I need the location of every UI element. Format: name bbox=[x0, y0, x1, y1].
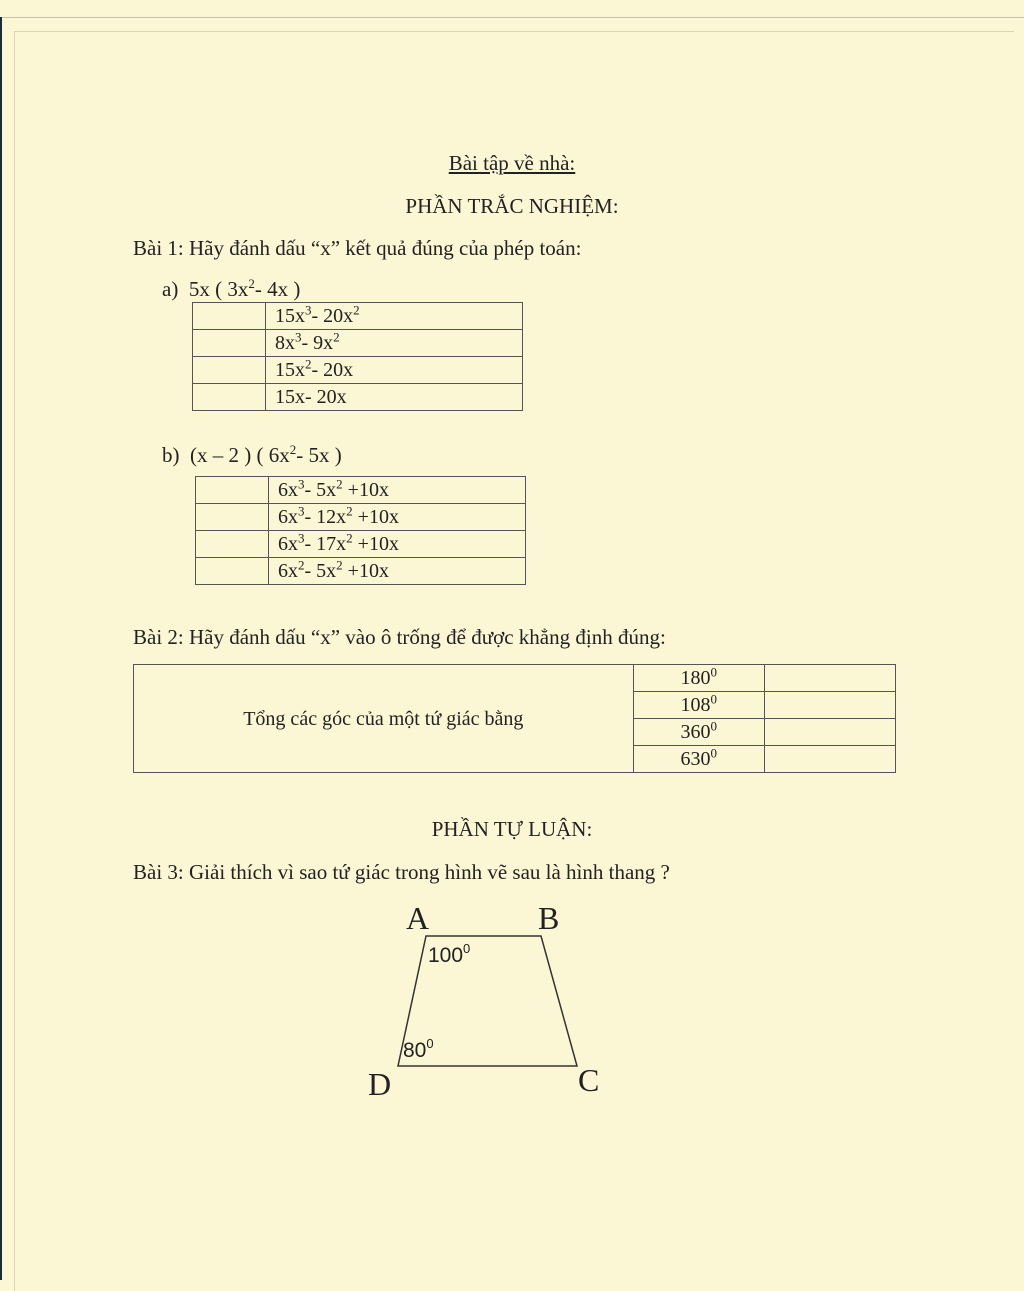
answer-checkbox-cell[interactable] bbox=[764, 719, 895, 746]
option-text: $15x^2-$ 20x bbox=[266, 357, 523, 384]
section-multiple-choice-title: PHẦN TRẮC NGHIỆM: bbox=[405, 194, 619, 218]
table-row bbox=[193, 330, 523, 357]
angle-value: $108^0$ bbox=[633, 692, 764, 719]
option-text: $6x^3-$ $12x^2 +10x$ bbox=[269, 504, 526, 531]
answer-checkbox-cell[interactable] bbox=[196, 504, 269, 531]
section-essay-title: PHẦN TỰ LUẬN: bbox=[431, 817, 593, 841]
answer-checkbox-cell[interactable] bbox=[193, 357, 266, 384]
answer-checkbox-cell[interactable] bbox=[196, 558, 269, 585]
exercise-1a-options-table bbox=[192, 302, 523, 411]
exercise-2-table bbox=[133, 664, 896, 773]
option-text: $15x^3-$ $20x^2$ bbox=[266, 303, 523, 330]
angle-label-d: $80^0$ bbox=[403, 1036, 434, 1062]
answer-checkbox-cell[interactable] bbox=[193, 303, 266, 330]
table-row bbox=[196, 477, 526, 504]
exercise-2-prompt: Bài 2: Hãy đánh dấu “x” vào ô trống để được khẳng định đúng: bbox=[133, 625, 666, 649]
vertex-label-a: A bbox=[406, 900, 430, 936]
exercise-1b-options-table bbox=[195, 476, 526, 585]
option-text: $6x^2-$ $5x^2 +10x$ bbox=[269, 558, 526, 585]
option-text: $6x^3-$ $5x^2 +10x$ bbox=[269, 477, 526, 504]
answer-checkbox-cell[interactable] bbox=[196, 477, 269, 504]
angle-label-a: $100^0$ bbox=[428, 941, 471, 967]
answer-checkbox-cell[interactable] bbox=[764, 746, 895, 773]
vertex-label-d: D bbox=[368, 1066, 392, 1102]
table-row bbox=[193, 384, 523, 411]
table-row bbox=[196, 558, 526, 585]
vertex-label-b: B bbox=[538, 900, 560, 936]
exercise-1a-expression: a) 5x ( $3x^2-$ 4x ) bbox=[162, 276, 301, 301]
homework-title: Bài tập về nhà: bbox=[448, 151, 576, 175]
table-row bbox=[196, 531, 526, 558]
option-text: 15x- 20x bbox=[266, 384, 523, 411]
angle-value: $180^0$ bbox=[633, 665, 764, 692]
option-text: $8x^3-$ $9x^2$ bbox=[266, 330, 523, 357]
table-row bbox=[134, 665, 896, 692]
angle-value: $630^0$ bbox=[633, 746, 764, 773]
answer-checkbox-cell[interactable] bbox=[193, 384, 266, 411]
table-row bbox=[193, 357, 523, 384]
exercise-1b-expression: b) (x – 2 ) ( $6x^2-$ 5x ) bbox=[162, 442, 342, 467]
window-top-border bbox=[0, 17, 1024, 18]
answer-checkbox-cell[interactable] bbox=[764, 665, 895, 692]
exercise-1-prompt: Bài 1: Hãy đánh dấu “x” kết quả đúng của phép toán: bbox=[133, 236, 582, 260]
angle-value: $360^0$ bbox=[633, 719, 764, 746]
answer-checkbox-cell[interactable] bbox=[764, 692, 895, 719]
statement-cell: Tổng các góc của một tứ giác bằng bbox=[134, 665, 634, 773]
exercise-3-prompt: Bài 3: Giải thích vì sao tứ giác trong hình vẽ sau là hình thang ? bbox=[133, 860, 670, 884]
table-row bbox=[196, 504, 526, 531]
option-text: $6x^3-$ $17x^2 +10x$ bbox=[269, 531, 526, 558]
vertex-label-c: C bbox=[578, 1062, 600, 1098]
answer-checkbox-cell[interactable] bbox=[193, 330, 266, 357]
trapezoid-figure bbox=[360, 895, 620, 1110]
table-row bbox=[193, 303, 523, 330]
answer-checkbox-cell[interactable] bbox=[196, 531, 269, 558]
